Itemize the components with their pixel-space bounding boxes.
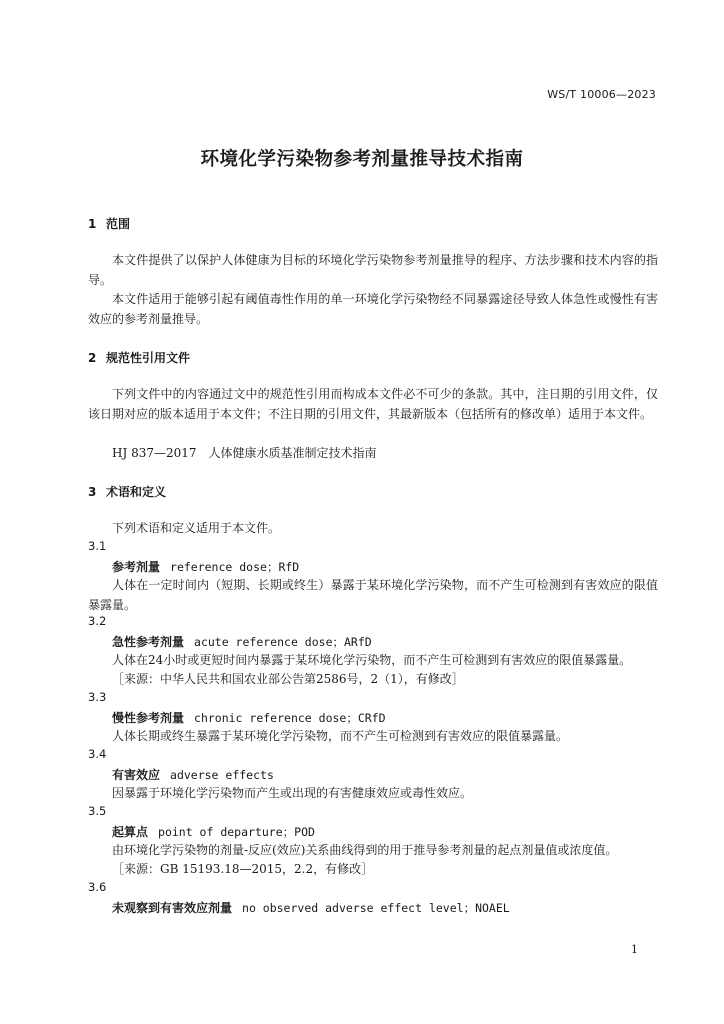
term-english: adverse effects: [170, 768, 274, 782]
term-english: reference dose；RfD: [170, 560, 300, 574]
document-code: WS/T 10006—2023: [547, 88, 656, 101]
term: [112, 899, 510, 916]
term-english: acute reference dose；ARfD: [194, 635, 372, 649]
section-title: 规范性引用文件: [106, 351, 191, 365]
term-source: ［来源：中华人民共和国农业部公告第2586号，2（1），有修改］: [112, 672, 464, 686]
entry-number: 3.5: [88, 804, 107, 818]
entry-number: 3.1: [88, 539, 107, 553]
term-chinese: 有害效应: [112, 768, 161, 782]
page-number: 1: [631, 943, 638, 956]
term-chinese: 慢性参考剂量: [112, 711, 185, 725]
section-number: 2: [88, 351, 97, 365]
entry-number: 3.6: [88, 880, 107, 894]
document-title: 环境化学污染物参考剂量推导技术指南: [200, 149, 524, 170]
paragraph: 下列文件中的内容通过文中的规范性引用而构成本文件必不可少的条款。其中，注日期的引用文件，仅该日期对应的版本适用于本文件；不注日期的引用文件，其最新版本（包括所有的修改单）适用于本文件。: [88, 387, 658, 421]
term-chinese: 参考剂量: [112, 560, 161, 574]
term-definition: 人体在一定时间内（短期、长期或终生）暴露于某环境化学污染物，而不产生可检测到有害效应的限值暴露量。: [88, 578, 658, 612]
entry-number: 3.4: [88, 747, 107, 761]
term-english: no observed adverse effect level；NOAEL: [242, 901, 510, 915]
term: [112, 709, 386, 726]
entry-number: 3.3: [88, 690, 107, 704]
section-number: 1: [88, 217, 97, 231]
section-3-heading: [88, 483, 166, 500]
term-english: chronic reference dose；CRfD: [194, 711, 386, 725]
term: [112, 558, 299, 575]
term-definition: 人体长期或终生暴露于某环境化学污染物，而不产生可检测到有害效应的限值暴露量。: [112, 729, 569, 743]
normative-reference: HJ 837—2017 人体健康水质基准制定技术指南: [112, 446, 377, 460]
term-source: ［来源：GB 15193.18—2015，2.2，有修改］: [112, 862, 374, 876]
term-chinese: 急性参考剂量: [112, 635, 185, 649]
term-definition: 由环境化学污染物的剂量-反应(效应)关系曲线得到的用于推导参考剂量的起点剂量值或浓度值。: [112, 843, 618, 857]
section-title: 术语和定义: [106, 485, 167, 499]
section-number: 3: [88, 485, 97, 499]
term: [112, 766, 274, 783]
paragraph: 本文件适用于能够引起有阈值毒性作用的单一环境化学污染物经不同暴露途径导致人体急性或慢性有害效应的参考剂量推导。: [88, 292, 658, 326]
entry-number: 3.2: [88, 614, 107, 628]
paragraph: 本文件提供了以保护人体健康为目标的环境化学污染物参考剂量推导的程序、方法步骤和技术内容的指导。: [88, 253, 658, 287]
term: [112, 633, 372, 650]
term-definition: 因暴露于环境化学污染物而产生或出现的有害健康效应或毒性效应。: [112, 786, 473, 800]
section-2-heading: [88, 349, 190, 366]
section-1-heading: [88, 215, 130, 232]
term-chinese: 起算点: [112, 825, 149, 839]
term-definition: 人体在24小时或更短时间内暴露于某环境化学污染物，而不产生可检测到有害效应的限值暴露量。: [112, 653, 632, 667]
section-intro: 下列术语和定义适用于本文件。: [112, 521, 281, 535]
term: [112, 823, 315, 840]
section-title: 范围: [106, 217, 131, 231]
term-english: point of departure；POD: [158, 825, 315, 839]
term-chinese: 未观察到有害效应剂量: [112, 901, 233, 915]
